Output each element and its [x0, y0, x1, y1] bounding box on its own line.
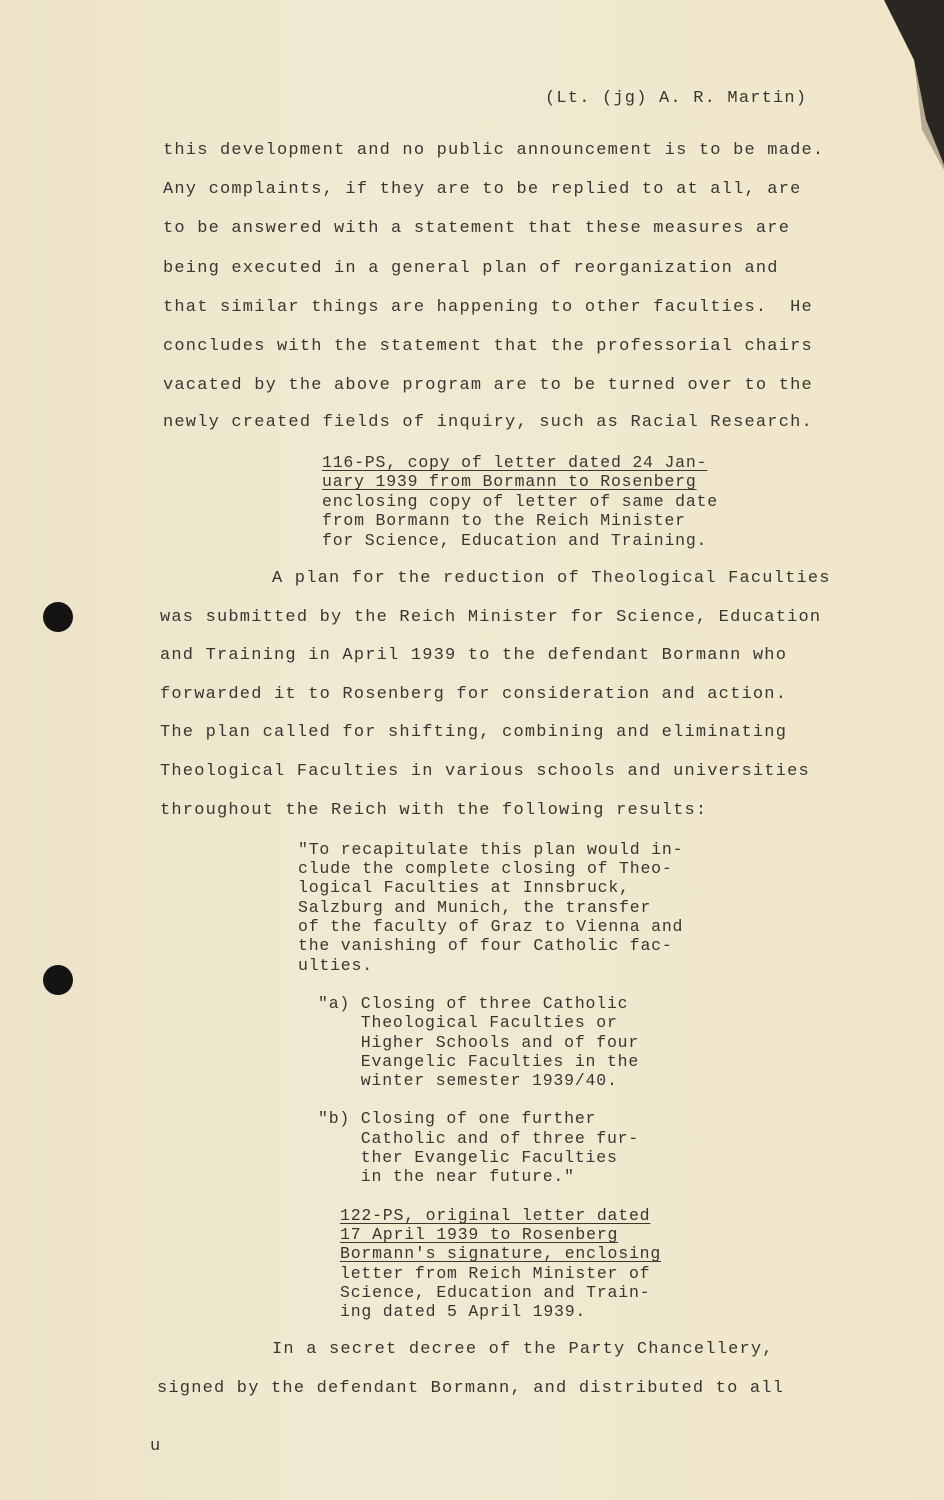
- text-line: The plan called for shifting, combining and eliminating: [160, 723, 788, 742]
- reference-line: uary 1939 from Bormann to Rosenberg: [322, 472, 697, 491]
- text-line: Theological Faculties in various schools and universities: [160, 762, 810, 781]
- text-line: signed by the defendant Bormann, and distributed to all: [157, 1379, 785, 1398]
- quote-line: Evangelic Faculties in the: [318, 1052, 640, 1071]
- reference-line: 122-PS, original letter dated: [340, 1206, 651, 1225]
- text-line: newly created fields of inquiry, such as Racial Research.: [163, 413, 813, 432]
- quote-line: "To recapitulate this plan would in-: [298, 840, 684, 859]
- text-line: In a secret decree of the Party Chancellery,: [272, 1340, 774, 1359]
- header-attribution: (Lt. (jg) A. R. Martin): [545, 89, 808, 108]
- reference-line: from Bormann to the Reich Minister: [322, 511, 686, 530]
- quote-line: ther Evangelic Faculties: [318, 1148, 618, 1167]
- reference-line: 116-PS, copy of letter dated 24 Jan-: [322, 453, 708, 472]
- quote-line: "a) Closing of three Catholic: [318, 994, 629, 1013]
- quote-line: "b) Closing of one further: [318, 1109, 597, 1128]
- reference-line: letter from Reich Minister of: [340, 1264, 651, 1283]
- quote-line: of the faculty of Graz to Vienna and: [298, 917, 684, 936]
- quote-line: logical Faculties at Innsbruck,: [298, 878, 630, 897]
- quote-line: in the near future.": [318, 1167, 575, 1186]
- quote-line: Higher Schools and of four: [318, 1033, 640, 1052]
- footer-mark: u: [150, 1437, 162, 1456]
- text-line: Any complaints, if they are to be replied to at all, are: [163, 180, 802, 199]
- folded-corner-mark: [884, 0, 944, 170]
- quote-line: Theological Faculties or: [318, 1013, 618, 1032]
- reference-line: Bormann's signature, enclosing: [340, 1244, 662, 1263]
- text-line: throughout the Reich with the following results:: [160, 801, 708, 820]
- quote-line: clude the complete closing of Theo-: [298, 859, 673, 878]
- text-line: concludes with the statement that the professorial chairs: [163, 337, 813, 356]
- quote-line: Catholic and of three fur-: [318, 1129, 640, 1148]
- quote-line: winter semester 1939/40.: [318, 1071, 618, 1090]
- quote-line: the vanishing of four Catholic fac-: [298, 936, 673, 955]
- text-line: A plan for the reduction of Theological Faculties: [272, 569, 831, 588]
- punch-hole-upper: [43, 602, 73, 632]
- text-line: vacated by the above program are to be turned over to the: [163, 376, 813, 395]
- text-line: was submitted by the Reich Minister for Science, Education: [160, 608, 822, 627]
- text-line: and Training in April 1939 to the defendant Bormann who: [160, 646, 788, 665]
- punch-hole-lower: [43, 965, 73, 995]
- reference-line: Science, Education and Train-: [340, 1283, 651, 1302]
- reference-line: 17 April 1939 to Rosenberg: [340, 1225, 619, 1244]
- reference-line: enclosing copy of letter of same date: [322, 492, 718, 511]
- text-line: forwarded it to Rosenberg for consideration and action.: [160, 685, 788, 704]
- reference-line: ing dated 5 April 1939.: [340, 1302, 587, 1321]
- quote-line: Salzburg and Munich, the transfer: [298, 898, 652, 917]
- quote-line: ulties.: [298, 956, 373, 975]
- text-line: being executed in a general plan of reorganization and: [163, 259, 779, 278]
- text-line: this development and no public announcement is to be made.: [163, 141, 825, 160]
- reference-line: for Science, Education and Training.: [322, 531, 708, 550]
- text-line: to be answered with a statement that these measures are: [163, 219, 791, 238]
- text-line: that similar things are happening to other faculties. He: [163, 298, 813, 317]
